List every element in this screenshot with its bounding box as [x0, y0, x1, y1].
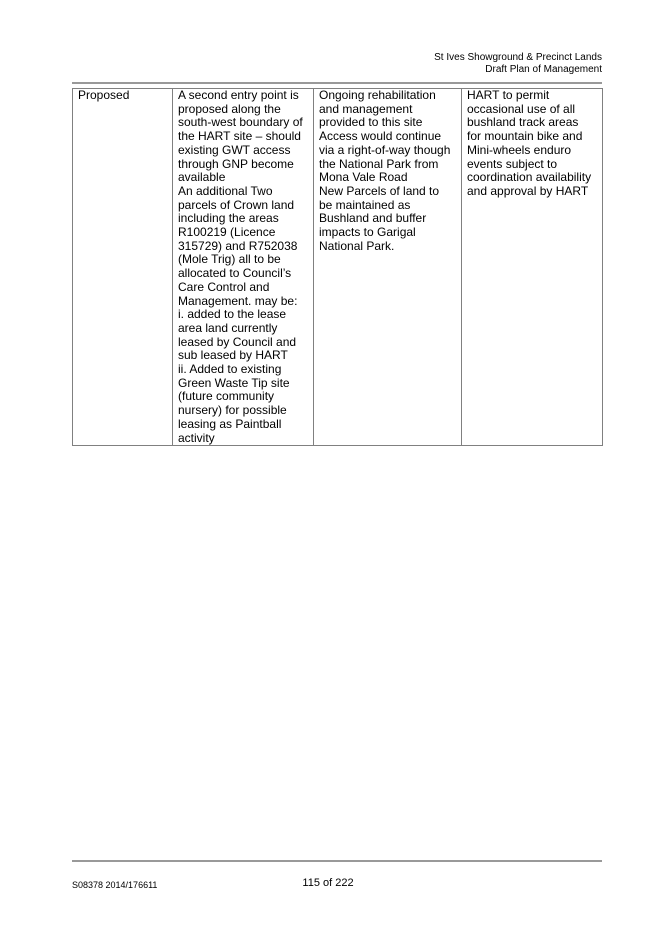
- text-line: existing GWT access: [178, 142, 291, 157]
- text-line: the National Park from: [319, 156, 439, 171]
- text-line: A second entry point is: [178, 88, 299, 102]
- text-line: and approval by HART: [467, 183, 589, 198]
- text-line: National Park.: [319, 238, 395, 253]
- text-line: provided to this site: [319, 115, 423, 130]
- page-header: [434, 52, 602, 76]
- text-line: for mountain bike and: [467, 129, 583, 144]
- status-text: Proposed: [78, 88, 130, 102]
- header-title: St Ives Showground & Precinct Lands: [434, 52, 602, 63]
- text-line: i. added to the lease: [178, 307, 287, 322]
- page-number: 115 of 222: [302, 877, 354, 889]
- text-line: allocated to Council’s: [178, 266, 292, 281]
- management-table: [72, 88, 603, 446]
- text-line: Access would continue: [319, 129, 442, 144]
- text-line: Mona Vale Road: [319, 170, 408, 185]
- text-line: via a right-of-way though: [319, 142, 451, 157]
- usage-text: [467, 89, 597, 199]
- header-subtitle: Draft Plan of Management: [485, 64, 602, 75]
- text-line: sub leased by HART: [178, 348, 288, 363]
- text-line: and management: [319, 101, 413, 116]
- text-line: occasional use of all: [467, 101, 576, 116]
- management-text: [319, 89, 456, 253]
- text-line: leased by Council and: [178, 334, 297, 349]
- text-line: the HART site – should: [178, 129, 301, 144]
- text-line: (future community: [178, 389, 275, 404]
- proposal-cell: [173, 89, 314, 446]
- text-line: HART to permit: [467, 88, 550, 102]
- text-line: south-west boundary of: [178, 115, 303, 130]
- text-line: An additional Two: [178, 183, 273, 198]
- text-line: R100219 (Licence: [178, 225, 276, 240]
- text-line: parcels of Crown land: [178, 197, 295, 212]
- text-line: 315729) and R752038: [178, 238, 298, 253]
- text-line: through GNP become: [178, 156, 294, 171]
- text-line: events subject to: [467, 156, 558, 171]
- proposal-text: [178, 89, 308, 445]
- text-line: ii. Added to existing: [178, 362, 282, 377]
- text-line: coordination availability: [467, 170, 592, 185]
- text-line: Bushland and buffer: [319, 211, 427, 226]
- table-row: [73, 89, 603, 446]
- text-line: leasing as Paintball: [178, 416, 282, 431]
- text-line: Management. may be:: [178, 293, 298, 308]
- status-cell: [73, 89, 173, 446]
- text-line: activity: [178, 430, 215, 445]
- text-line: Ongoing rehabilitation: [319, 88, 436, 102]
- footer-divider: [72, 860, 602, 862]
- text-line: Mini-wheels enduro: [467, 142, 572, 157]
- text-line: Care Control and: [178, 279, 270, 294]
- header-divider: [72, 82, 602, 84]
- text-line: New Parcels of land to: [319, 183, 440, 198]
- text-line: (Mole Trig) all to be: [178, 252, 281, 267]
- text-line: proposed along the: [178, 101, 281, 116]
- text-line: bushland track areas: [467, 115, 579, 130]
- usage-cell: [462, 89, 603, 446]
- text-line: be maintained as: [319, 197, 411, 212]
- management-cell: [314, 89, 462, 446]
- text-line: nursery) for possible: [178, 403, 287, 418]
- document-reference: S08378 2014/176611: [72, 880, 158, 890]
- text-line: including the areas: [178, 211, 279, 226]
- text-line: available: [178, 170, 226, 185]
- text-line: area land currently: [178, 320, 278, 335]
- text-line: Green Waste Tip site: [178, 375, 290, 390]
- text-line: impacts to Garigal: [319, 225, 416, 240]
